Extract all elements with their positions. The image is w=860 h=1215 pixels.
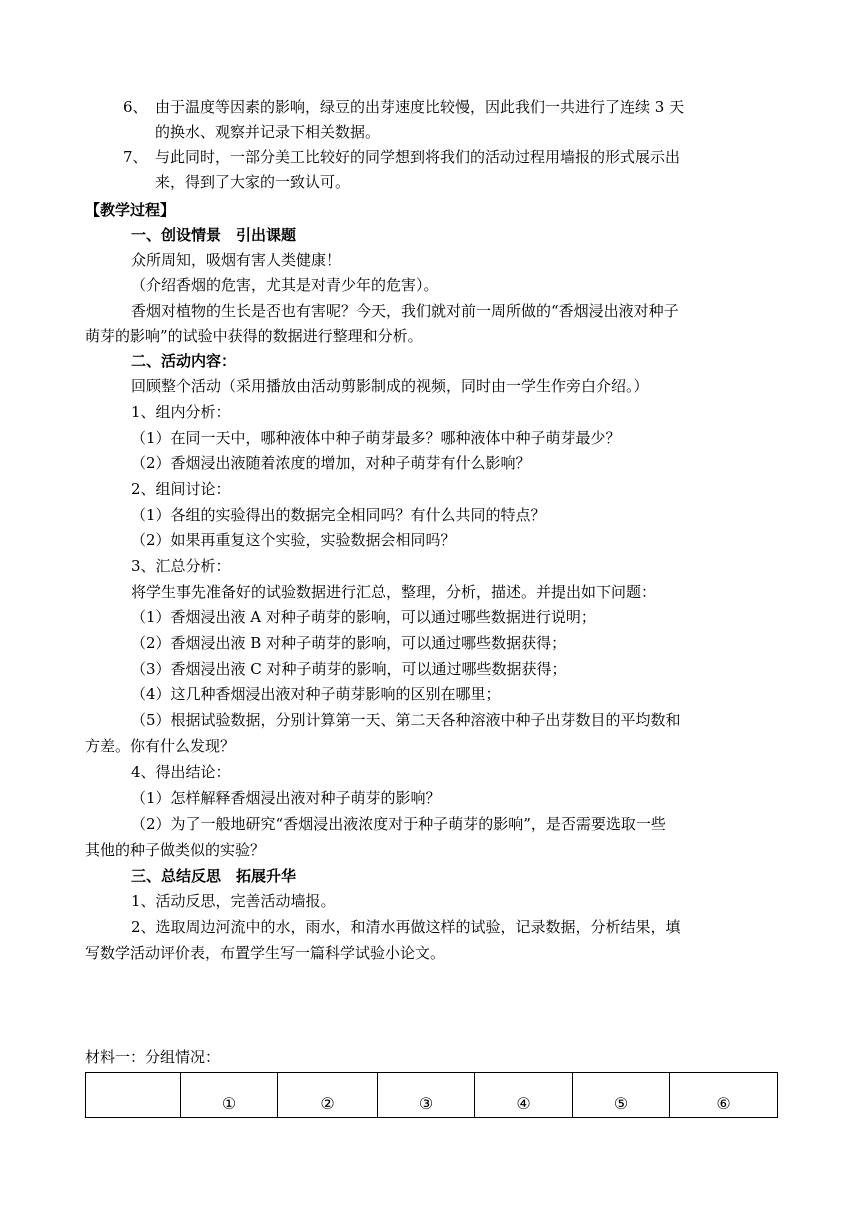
teaching-process-heading: 【教学过程】 <box>85 201 176 219</box>
group-cell: ⑥ <box>670 1073 778 1118</box>
question: （1）怎样解释香烟浸出液对种子萌芽的影响？ <box>131 789 441 807</box>
step-6-continued: 的换水、观察并记录下相关数据。 <box>155 123 381 141</box>
step-7 <box>123 147 680 167</box>
step-number: 6、 <box>123 98 148 116</box>
paragraph: 回顾整个活动（采用播放由活动剪影制成的视频，同时由一学生作旁白介绍。） <box>131 377 649 395</box>
table-row <box>86 1073 778 1118</box>
step-number: 7、 <box>123 148 148 166</box>
question: （1）在同一天中，哪种液体中种子萌芽最多？哪种液体中种子萌芽最少？ <box>131 429 621 447</box>
question: （5）根据试验数据，分别计算第一天、第二天各种溶液中种子出芽数目的平均数和 <box>131 711 681 729</box>
question: （1）各组的实验得出的数据完全相同吗？有什么共同的特点？ <box>131 506 546 524</box>
question: （4）这几种香烟浸出液对种子萌芽影响的区别在哪里； <box>131 685 501 703</box>
subsection-title: 2、组间讨论： <box>131 480 231 498</box>
group-cell: ① <box>181 1073 278 1118</box>
question: （2）香烟浸出液 B 对种子萌芽的影响，可以通过哪些数据获得； <box>131 634 567 652</box>
subsection-title: 1、组内分析： <box>131 403 231 421</box>
question: （2）香烟浸出液随着浓度的增加，对种子萌芽有什么影响？ <box>131 454 531 472</box>
group-cell: ② <box>278 1073 378 1118</box>
group-table <box>85 1072 778 1118</box>
paragraph: 2、选取周边河流中的水，雨水，和清水再做这样的试验，记录数据，分析结果，填 <box>131 918 681 936</box>
question: （2）为了一般地研究“香烟浸出液浓度对于种子萌芽的影响”，是否需要选取一些 <box>131 815 666 833</box>
paragraph: （介绍香烟的危害，尤其是对青少年的危害）。 <box>131 276 439 294</box>
material-title: 材料一：分组情况： <box>85 1048 221 1066</box>
question: （2）如果再重复这个实验，实验数据会相同吗？ <box>131 531 456 549</box>
table-corner-cell <box>86 1073 181 1118</box>
paragraph: 香烟对植物的生长是否也有害呢？今天，我们就对前一周所做的“香烟浸出液对种子 <box>131 302 679 320</box>
subsection-title: 3、汇总分析： <box>131 557 231 575</box>
question-continued: 方差。你有什么发现？ <box>85 737 236 755</box>
section-3-title: 三、总结反思 拓展升华 <box>131 867 297 885</box>
paragraph: 将学生事先准备好的试验数据进行汇总，整理，分析，描述。并提出如下问题： <box>131 583 657 601</box>
step-text: 由于温度等因素的影响，绿豆的出芽速度比较慢，因此我们一共进行了连续 3 天 <box>155 98 685 116</box>
paragraph: 1、活动反思，完善活动墙报。 <box>131 892 336 910</box>
section-1-title: 一、创设情景 引出课题 <box>131 226 297 244</box>
step-7-continued: 来，得到了大家的一致认可。 <box>155 173 351 191</box>
question: （1）香烟浸出液 A 对种子萌芽的影响，可以通过哪些数据进行说明； <box>131 608 596 626</box>
section-2-title: 二、活动内容： <box>131 352 237 370</box>
paragraph: 众所周知，吸烟有害人类健康！ <box>131 251 342 269</box>
paragraph-continued: 写数学活动评价表，布置学生写一篇科学试验小论文。 <box>85 944 446 962</box>
question-continued: 其他的种子做类似的实验？ <box>85 841 266 859</box>
group-cell: ③ <box>378 1073 475 1118</box>
step-text: 与此同时，一部分美工比较好的同学想到将我们的活动过程用墙报的形式展示出 <box>155 148 681 166</box>
question: （3）香烟浸出液 C 对种子萌芽的影响，可以通过哪些数据获得； <box>131 660 567 678</box>
group-cell: ④ <box>475 1073 573 1118</box>
step-6 <box>123 97 684 117</box>
group-cell: ⑤ <box>573 1073 670 1118</box>
paragraph-continued: 萌芽的影响”的试验中获得的数据进行整理和分析。 <box>85 327 423 345</box>
subsection-title: 4、得出结论： <box>131 763 231 781</box>
